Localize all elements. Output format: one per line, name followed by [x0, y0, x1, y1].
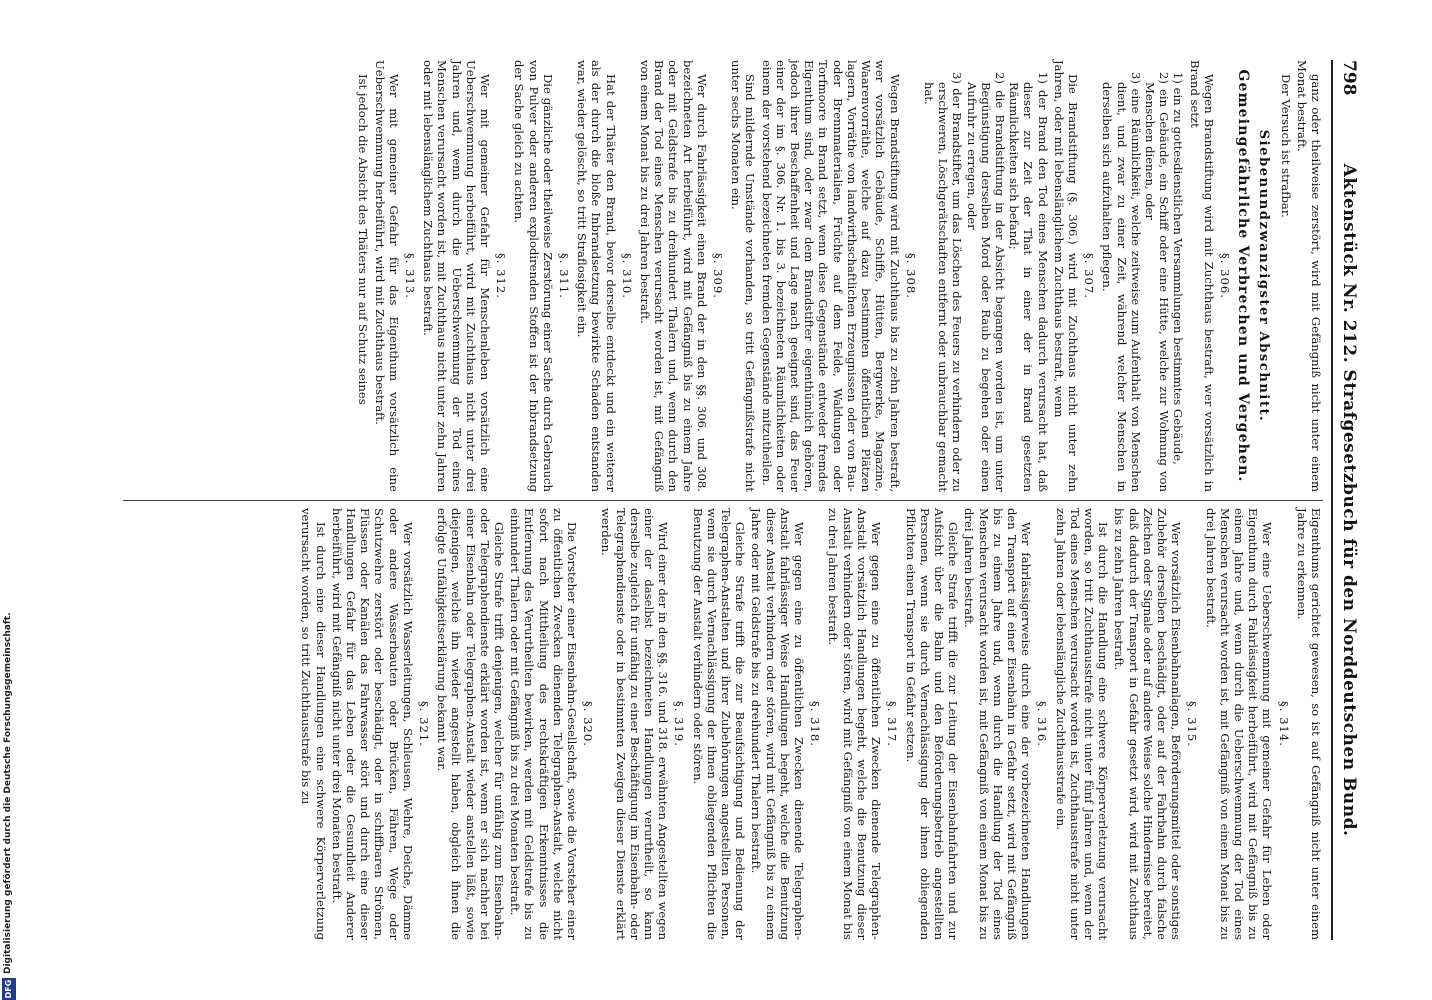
section-text: Wer mit gemeiner Gefahr für das Eigenthum vorsätzlich eine Ueberschwemmung herbeiführt, wird mit Zuchthaus bestraft. — [372, 60, 401, 492]
intro-paragraph: ganz oder theilweise zerstört, wird mit Gefängniß nicht unter einem Monat bestraft. — [1294, 60, 1323, 492]
section-label: §. 318. — [808, 701, 823, 747]
section-text: Gleiche Strafe trifft die zur Leitung der Eisenbahnfahrten und zur Aufsicht über die Bahn und den Beförderungsbetrieb angestellten Personen, wenn sie durch Vernachlässigung der ihnen obliegenden Pflichten einen Transport in Gefahr setzen. — [903, 508, 961, 940]
section-label: §. 314. — [1276, 701, 1291, 747]
section-label: §. 307. — [1082, 253, 1097, 299]
section-label: §. 317. — [885, 701, 900, 747]
digitization-credit — [2, 0, 16, 1000]
right-column — [297, 508, 1323, 940]
page-header — [1333, 60, 1363, 940]
section-text: Wegen Brandstiftung wird mit Zuchthaus bis zu zehn Jahren bestraft, wer vorsätzlich Gebäude, Schiffe, Hütten, Bergwerke, Magazine, Waarenvorräthe, welche auf dazu bestimmten öffentlichen Plätzen lagern, Vorräthe von landwirthschaftlichen Erzeugnissen oder von Bau- oder Brennmaterialien, Früchte auf dem Felde, Waldungen oder Torfmoore in Brand setzt, wenn diese Gegenstände entweder fremdes Eigenthum sind, oder zwar dem Brandstifter eigenthümlich gehören, jedoch ihrer Beschaffenheit und Lage nach geeignet sind, das Feuer einer der im §. 306. Nr. 1. bis 3. bezeichneten Räumlichkeiten oder einem der vorstehend bezeichneten fremden Gegenstände mitzutheilen. — [759, 60, 902, 492]
running-title: Aktenstück Nr. 212. Strafgesetzbuch für den Norddeutschen Bund. — [1339, 163, 1359, 837]
section-text: Sind mildernde Umstände vorhanden, so tritt Gefängnißstrafe nicht unter sechs Monaten ein. — [729, 60, 758, 492]
section-item: 3) eine Räumlichkeit, welche zeitweise zum Aufenthalt von Menschen dient, und zwar zu einer Zeit, während welcher Menschen in derselben sich aufzuhalten pflegen. — [1100, 72, 1143, 492]
section-text: Gleiche Strafe trifft die zur Beaufsichtigung und Bedienung der Telegraphen-Anstalten und ihrer Zubehörungen angestellten Personen, wenn sie durch Vernachlässigung der ihnen obliegenden Pflichten die Benutzung der Anstalt verhindern oder stören. — [690, 508, 748, 940]
section-label: §. 315. — [1185, 701, 1200, 747]
section-label: §. 308. — [903, 253, 918, 299]
chapter-title: Siebenundzwanzigster Abschnitt. — [1256, 129, 1272, 423]
section-label: §. 316. — [1035, 701, 1050, 747]
section-label: §. 310. — [619, 253, 634, 299]
section-text: Ist durch die Handlung eine schwere Körperverletzung verursacht worden, so tritt Zuchthausstrafe nicht unter fünf Jahren und, wenn der Tod eines Menschen verursacht worden ist, Zuchthausstrafe nicht unter zehn Jahren oder lebenslängliche Zuchthausstrafe ein. — [1053, 508, 1111, 940]
section-text: Gleiche Strafe trifft denjenigen, welcher für unfähig zum Eisenbahn- oder Telegraphendienste erklärt worden ist, wenn er sich nachher bei einer Eisenbahn oder Telegraphen-Anstalt wieder anstellen läßt, sowie diejenigen, welche ihn wieder angestellt haben, obgleich ihnen die erfolgte Unfähigkeitserklärung bekannt war. — [435, 508, 507, 940]
rotated-page — [75, 0, 1375, 1000]
section-text: Wer fahrlässigerweise durch eine der vorbezeichneten Handlungen den Transport auf einer Eisenbahn in Gefahr setzt, wird mit Gefängniß bis zu einem Jahre und, wenn durch die Handlung der Tod eines Menschen verursacht worden ist, mit Gefängniß von einem Monat bis zu drei Jahren bestraft. — [962, 508, 1034, 940]
section-text: Wegen Brandstiftung wird mit Zuchthaus bestraft, wer vorsätzlich in Brand setzt — [1187, 60, 1216, 492]
column-divider — [123, 500, 1323, 501]
section-label: §. 309. — [711, 253, 726, 299]
section-text: Die gänzliche oder theilweise Zerstörung einer Sache durch Gebrauch von Pulver oder anderen explodirenden Stoffen ist der Inbrandsetzung der Sache gleich zu achten. — [512, 60, 555, 492]
credit-text: Digitalisierung gefördert durch die Deutsche Forschungsgemeinschaft. — [3, 612, 13, 974]
section-item: 1) ein zu gottesdienstlichen Versammlungen bestimmtes Gebäude, — [1171, 72, 1186, 465]
section-text: Die Vorsteher einer Eisenbahn-Gesellschaft, sowie die Vorsteher einer zu öffentlichen Zwecken dienenden Telegraphen-Anstalt, welche nicht sofort nach Mittheilung des rechtskräftigen Erkenntnisses die Entfernung des Verurtheilten bewirken, werden mit Geldstrafe bis zu einhundert Thalern oder mit Gefängniß bis zu drei Monaten bestraft. — [508, 508, 580, 940]
section-label: §. 320. — [581, 701, 596, 747]
page-number: 798 — [1339, 60, 1359, 96]
section-text: Wer durch Fahrlässigkeit einen Brand der in den §§. 306. und 308. bezeichneten Art herbeiführt, wird mit Gefängniß bis zu einem Jahre oder mit Geldstrafe bis zu dreihundert Thalern und, wenn durch den Brand der Tod eines Menschen verursacht worden ist, mit Gefängniß von einem Monat bis zu drei Jahren bestraft. — [638, 60, 709, 492]
section-item: 2) die Brandstiftung in der Absicht begangen worden ist, um unter Begünstigung derselben Mord oder Raub zu begehen oder einen Aufruhr zu erregen, oder — [964, 72, 1007, 492]
section-label: §. 321. — [417, 701, 432, 747]
section-item: 3) der Brandstifter, um das Löschen des Feuers zu verhindern oder zu erschweren, Löschgerätschaften entfernt oder unbrauchbar gemacht hat. — [921, 72, 965, 492]
header-rule — [1331, 60, 1333, 940]
section-item: 2) ein Gebäude, ein Schiff oder eine Hütte, welche zur Wohnung von Menschen dienen, oder — [1142, 72, 1172, 492]
dfg-logo: DFG — [2, 978, 16, 1000]
section-text: Ist jedoch die Absicht des Thäters nur auf Schutz seines — [356, 74, 371, 405]
section-text: Wer mit gemeiner Gefahr für Menschenleben vorsätzlich eine Ueberschwemmung herbeiführt, wird mit Zuchthaus nicht unter drei Jahren und, wenn durch die Ueberschwemmung der Tod eines Menschen verursacht worden ist, mit Zuchthaus nicht unter zehn Jahren oder mit lebenslänglichem Zuchthaus bestraft. — [421, 60, 493, 492]
section-text: Die Brandstiftung (§. 306.) wird mit Zuchthaus nicht unter zehn Jahren, oder mit lebenslänglichem Zuchthaus bestraft, wenn — [1051, 60, 1080, 492]
intro-paragraph: Der Versuch ist strafbar. — [1278, 74, 1293, 218]
section-text: Wer gegen eine zu öffentlichen Zwecken dienende Telegraphen-Anstalt fahrlässiger Weise Handlungen begeht, welche die Benutzung dieser Anstalt verhindern oder stören, wird mit Gefängniß bis zu einem Jahre oder mit Geldstrafe bis zu dreihundert Thalern bestraft. — [749, 508, 807, 940]
left-column — [354, 60, 1323, 492]
section-label: §. 311. — [557, 253, 572, 299]
section-text: Wird einer der in den §§. 316. und 318. erwähnten Angestellten wegen einer der daselbst bezeichneten Handlungen verurtheilt, so kann derselbe zugleich für unfähig zu einer Beschäftigung im Eisenbahn- oder Telegraphendienste oder in bestimmten Zweigen dieser Dienste erklärt werden. — [599, 508, 671, 940]
section-label: §. 306. — [1217, 253, 1232, 299]
section-label: §. 313. — [403, 253, 418, 299]
section-text: Wer eine Ueberschwemmung mit gemeiner Gefahr für Leben oder Eigenthum durch Fahrlässigkeit herbeiführt, wird mit Gefängniß bis zu einem Jahre und, wenn durch die Ueberschwemmung der Tod eines Menschen verursacht worden ist, mit Gefängniß von einem Monat bis zu drei Jahren bestraft. — [1203, 508, 1275, 940]
section-text: Wer vorsätzlich Wasserleitungen, Schleusen, Wehre, Deiche, Dämme oder andere Wasserbauten oder Brücken, Fähren, Wege oder Schutzwehre zerstört oder beschädigt, oder in schiffbaren Strömen, Flüssen oder Kanälen das Fahrwasser stört und durch eine dieser Handlungen Gefahr für das Leben oder die Gesundheit Anderer herbeiführt, wird mit Gefängniß nicht unter drei Monaten bestraft. — [329, 508, 415, 940]
section-item: 1) der Brand den Tod eines Menschen dadurch verursacht hat, daß dieser zur Zeit der That in einer der in Brand gesetzten Räumlichkeiten sich befand; — [1007, 72, 1050, 492]
section-text: Wer gegen eine zu öffentlichen Zwecken dienende Telegraphen-Anstalt vorsätzlich Handlungen begeht, welche die Benutzung dieser Anstalt verhindern oder stören, wird mit Gefängniß von einem Monat bis zu drei Jahren bestraft. — [826, 508, 884, 940]
intro-paragraph: Eigenthums gerichtet gewesen, so ist auf Gefängniß nicht unter einem Jahre zu erkennen. — [1294, 508, 1323, 940]
section-text: Hat der Thäter den Brand, bevor derselbe entdeckt und ein weiterer als der durch die bloße Inbrandsetzung bewirkte Schaden entstanden war, wieder gelöscht, so tritt Straflosigkeit ein. — [575, 60, 618, 492]
chapter-subtitle: Gemeingefährliche Verbrechen und Vergehen. — [1235, 69, 1252, 483]
section-label: §. 312. — [494, 253, 509, 299]
section-text: Wer vorsätzlich Eisenbahnanlagen, Beförderungsmittel oder sonstiges Zubehör derselben beschädigt, oder auf der Fahrbahn durch falsche Zeichen oder Signale oder auf andere Weise solche Hindernisse bereitet, daß dadurch der Transport in Gefahr gesetzt wird, wird mit Zuchthaus bis zu zehn Jahren bestraft. — [1112, 508, 1184, 940]
section-text: Ist durch eine dieser Handlungen eine schwere Körperverletzung verursacht worden, so tritt Zuchthausstrafe bis zu — [299, 508, 328, 940]
section-label: §. 319. — [672, 701, 687, 747]
